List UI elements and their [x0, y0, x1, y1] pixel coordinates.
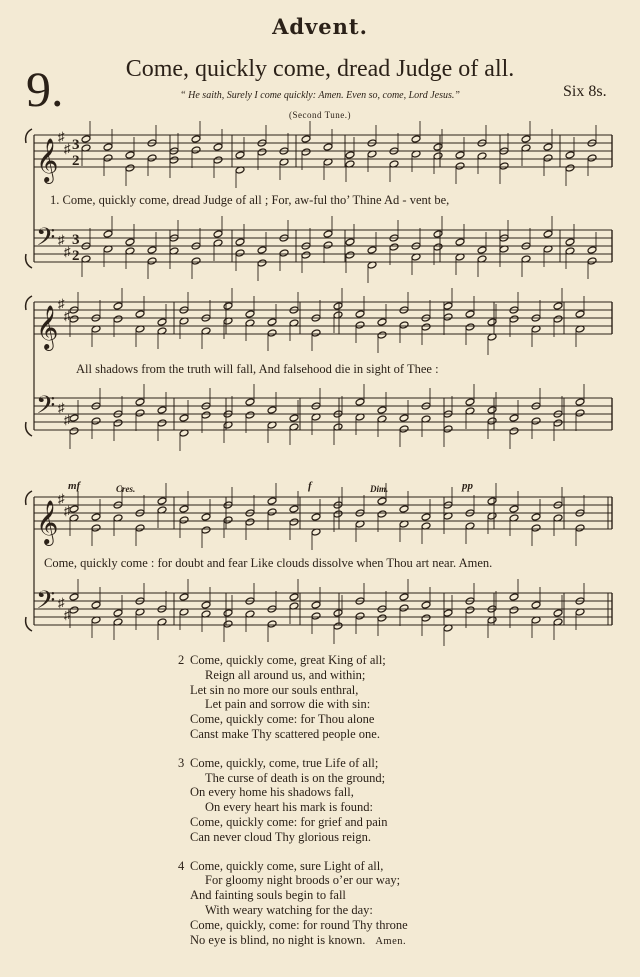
note-head	[235, 238, 245, 246]
note-head	[69, 505, 79, 513]
verse-line: Come, quickly, come, true Life of all;	[190, 755, 379, 770]
dynamic-dim: Dim.	[370, 484, 389, 494]
note-head	[509, 606, 519, 614]
verse-line: On every heart his mark is found:	[205, 800, 374, 815]
note-head	[113, 419, 123, 427]
verse-line: Canst make Thy scattered people one.	[190, 726, 380, 741]
sharp-icon: ♯	[58, 595, 65, 610]
season-heading: Advent.	[272, 14, 368, 39]
note-head	[587, 257, 597, 265]
note-head	[509, 505, 519, 513]
note-head	[465, 310, 475, 318]
note-head	[531, 513, 541, 521]
note-head	[333, 622, 343, 630]
note-head	[455, 151, 465, 159]
note-head	[301, 148, 311, 156]
verse-line: Come, quickly, come: for round Thy throne	[190, 917, 408, 932]
verse-line: With weary watching for the day:	[205, 902, 373, 917]
stanza-number: 3	[178, 755, 185, 770]
note-head	[147, 154, 157, 162]
note-head	[125, 238, 135, 246]
note-head	[157, 318, 167, 326]
note-head	[191, 146, 201, 154]
note-head	[213, 143, 223, 151]
note-head	[311, 612, 321, 620]
note-head	[135, 310, 145, 318]
note-head	[179, 516, 189, 524]
note-head	[377, 497, 387, 505]
note-head	[575, 398, 585, 406]
note-head	[509, 414, 519, 422]
note-head	[531, 524, 541, 532]
note-head	[543, 230, 553, 238]
note-head	[587, 246, 597, 254]
lyric-line-1: 1. Come, quickly come, dread Judge of all ; For, aw-ful tho’ Thine Ad - vent be,	[50, 193, 450, 207]
note-head	[553, 302, 563, 310]
epigraph: “ He saith, Surely I come quickly: Amen. Even so, come, Lord Jesus.”	[180, 90, 460, 101]
note-head	[531, 417, 541, 425]
note-head	[135, 524, 145, 532]
note-head	[543, 143, 553, 151]
note-head	[433, 243, 443, 251]
note-head	[301, 251, 311, 259]
sharp-icon: ♯	[64, 244, 71, 259]
note-head	[553, 419, 563, 427]
note-head	[421, 601, 431, 609]
note-head	[443, 313, 453, 321]
note-head	[355, 612, 365, 620]
verse-line: On every home his shadows fall,	[190, 785, 354, 800]
verse-line: Let pain and sorrow die with sin:	[205, 697, 371, 712]
system-bracket	[26, 296, 32, 310]
note-head	[531, 601, 541, 609]
note-head	[201, 601, 211, 609]
note-head	[191, 135, 201, 143]
note-head	[103, 230, 113, 238]
sharp-icon: ♯	[64, 503, 71, 518]
treble-clef-icon: 𝄞	[36, 138, 59, 182]
verse-line: Come, quickly come, great King of all;	[190, 653, 386, 667]
system-bracket	[26, 129, 32, 143]
note-head	[421, 614, 431, 622]
note-head	[433, 143, 443, 151]
verse-line: For gloomy night broods o’er our way;	[205, 873, 401, 888]
note-head	[553, 315, 563, 323]
note-head	[213, 156, 223, 164]
note-head	[311, 513, 321, 521]
note-head	[311, 601, 321, 609]
note-head	[267, 329, 277, 337]
note-head	[565, 164, 575, 172]
stanza-3	[178, 756, 408, 845]
note-head	[245, 310, 255, 318]
note-head	[267, 406, 277, 414]
note-head	[465, 606, 475, 614]
note-head	[377, 318, 387, 326]
note-head	[455, 238, 465, 246]
note-head	[355, 398, 365, 406]
note-head	[455, 162, 465, 170]
dynamic-cres: Cres.	[116, 484, 136, 494]
note-head	[443, 609, 453, 617]
note-head	[543, 154, 553, 162]
treble-clef-icon: 𝄞	[36, 500, 59, 544]
time-signature-bottom: 2	[72, 153, 80, 169]
verse-line: The curse of death is on the ground;	[205, 770, 386, 785]
note-head	[91, 417, 101, 425]
note-head	[191, 257, 201, 265]
note-head	[399, 604, 409, 612]
sharp-icon: ♯	[58, 296, 65, 311]
note-head	[565, 238, 575, 246]
note-head	[135, 409, 145, 417]
note-head	[179, 414, 189, 422]
note-head	[223, 620, 233, 628]
note-head	[91, 601, 101, 609]
note-head	[323, 241, 333, 249]
verse-line: Come, quickly come, sure Light of all,	[190, 858, 384, 873]
note-head	[487, 417, 497, 425]
time-signature-top: 3	[72, 137, 80, 153]
sharp-icon: ♯	[58, 232, 65, 247]
hymn-title: Come, quickly come, dread Judge of all.	[125, 56, 515, 82]
verse-line: Can never cloud Thy glorious reign.	[190, 829, 371, 844]
dynamic-pp: pp	[462, 480, 473, 492]
note-head	[333, 510, 343, 518]
note-head	[565, 151, 575, 159]
note-head	[289, 505, 299, 513]
tune-label: (Second Tune.)	[288, 110, 351, 120]
note-head	[355, 321, 365, 329]
note-head	[345, 151, 355, 159]
note-head	[179, 505, 189, 513]
note-head	[223, 302, 233, 310]
note-head	[509, 593, 519, 601]
system-bracket	[26, 254, 32, 268]
note-head	[521, 135, 531, 143]
verses	[178, 653, 408, 963]
note-head	[487, 318, 497, 326]
note-head	[399, 425, 409, 433]
note-head	[575, 524, 585, 532]
note-head	[267, 508, 277, 516]
note-head	[421, 513, 431, 521]
note-head	[333, 609, 343, 617]
note-head	[69, 606, 79, 614]
note-head	[157, 406, 167, 414]
note-head	[69, 414, 79, 422]
sharp-icon: ♯	[58, 491, 65, 506]
note-head	[575, 310, 585, 318]
note-head	[465, 398, 475, 406]
sharp-icon: ♯	[58, 129, 65, 144]
note-head	[235, 249, 245, 257]
note-head	[355, 310, 365, 318]
note-head	[257, 246, 267, 254]
lyric-line-3: Come, quickly come : for doubt and fear Like clouds dissolve when Thou art near. Amen.	[44, 556, 493, 570]
note-head	[433, 230, 443, 238]
note-head	[245, 518, 255, 526]
note-head	[279, 249, 289, 257]
note-head	[587, 154, 597, 162]
note-head	[499, 162, 509, 170]
note-head	[91, 524, 101, 532]
note-head	[223, 516, 233, 524]
time-signature-top: 3	[72, 232, 80, 248]
note-head	[81, 135, 91, 143]
note-head	[103, 143, 113, 151]
verse-line: Come, quickly come: for Thou alone	[190, 712, 375, 727]
note-head	[135, 398, 145, 406]
note-head	[179, 593, 189, 601]
note-head	[311, 329, 321, 337]
verse-line: Reign all around us, and within;	[205, 667, 366, 682]
note-head	[377, 614, 387, 622]
bass-clef-icon: 𝄢	[36, 586, 56, 621]
system-bracket	[26, 617, 32, 631]
note-head	[157, 419, 167, 427]
sharp-icon: ♯	[64, 308, 71, 323]
note-head	[465, 323, 475, 331]
note-head	[113, 609, 123, 617]
note-head	[69, 593, 79, 601]
note-head	[147, 246, 157, 254]
note-head	[389, 243, 399, 251]
sharp-icon: ♯	[64, 607, 71, 622]
sharp-icon: ♯	[64, 141, 71, 156]
note-head	[267, 497, 277, 505]
system-bracket	[26, 422, 32, 436]
note-head	[201, 513, 211, 521]
note-head	[323, 143, 333, 151]
note-head	[333, 302, 343, 310]
sharp-icon: ♯	[64, 412, 71, 427]
note-head	[443, 302, 453, 310]
note-head	[267, 620, 277, 628]
note-head	[345, 251, 355, 259]
note-head	[235, 151, 245, 159]
stanza-number: 2	[178, 653, 185, 667]
amen-label: Amen.	[375, 935, 407, 947]
note-head	[411, 135, 421, 143]
note-head	[69, 315, 79, 323]
note-head	[377, 510, 387, 518]
note-head	[113, 302, 123, 310]
stanza-number: 4	[178, 858, 185, 873]
note-head	[125, 151, 135, 159]
dynamic-f: f	[308, 480, 312, 492]
note-head	[553, 609, 563, 617]
note-head	[169, 156, 179, 164]
note-head	[245, 398, 255, 406]
treble-clef-icon: 𝄞	[36, 305, 59, 349]
note-head	[345, 238, 355, 246]
note-head	[157, 497, 167, 505]
sharp-icon: ♯	[58, 400, 65, 415]
note-head	[509, 315, 519, 323]
note-head	[257, 148, 267, 156]
note-head	[487, 406, 497, 414]
note-head	[377, 406, 387, 414]
note-head	[213, 230, 223, 238]
note-head	[443, 425, 453, 433]
note-head	[399, 593, 409, 601]
stanza-2	[178, 653, 408, 742]
note-head	[421, 323, 431, 331]
note-head	[487, 497, 497, 505]
verse-line: Let sin no more our souls enthral,	[190, 682, 359, 697]
note-head	[399, 414, 409, 422]
note-head	[377, 331, 387, 339]
note-head	[147, 257, 157, 265]
system-bracket	[26, 491, 32, 505]
note-head	[223, 609, 233, 617]
bass-clef-icon: 𝄢	[36, 391, 56, 426]
note-head	[91, 513, 101, 521]
dynamic-mf: mf	[68, 480, 81, 492]
lyric-line-2: All shadows from the truth will fall, And falsehood die in sight of Thee :	[76, 362, 439, 376]
note-head	[69, 427, 79, 435]
note-head	[399, 321, 409, 329]
note-head	[267, 318, 277, 326]
note-head	[125, 164, 135, 172]
note-head	[201, 411, 211, 419]
note-head	[477, 246, 487, 254]
note-head	[103, 154, 113, 162]
note-head	[289, 593, 299, 601]
note-head	[323, 230, 333, 238]
note-head	[289, 414, 299, 422]
meter-label: Six 8s.	[563, 83, 607, 100]
note-head	[289, 518, 299, 526]
verse-line: And fainting souls begin to fall	[190, 888, 346, 903]
note-head	[257, 259, 267, 267]
stanza-4	[178, 859, 408, 950]
note-head	[201, 526, 211, 534]
note-head	[301, 135, 311, 143]
note-head	[367, 246, 377, 254]
verse-line: No eye is blind, no night is known.	[190, 932, 366, 947]
note-head	[575, 409, 585, 417]
time-signature-bottom: 2	[72, 248, 80, 264]
hymn-number: 9.	[26, 61, 64, 117]
verse-line: Come, quickly come: for grief and pain	[190, 814, 388, 829]
bass-clef-icon: 𝄢	[36, 223, 56, 258]
note-head	[399, 505, 409, 513]
note-head	[245, 411, 255, 419]
note-head	[113, 315, 123, 323]
note-head	[509, 427, 519, 435]
